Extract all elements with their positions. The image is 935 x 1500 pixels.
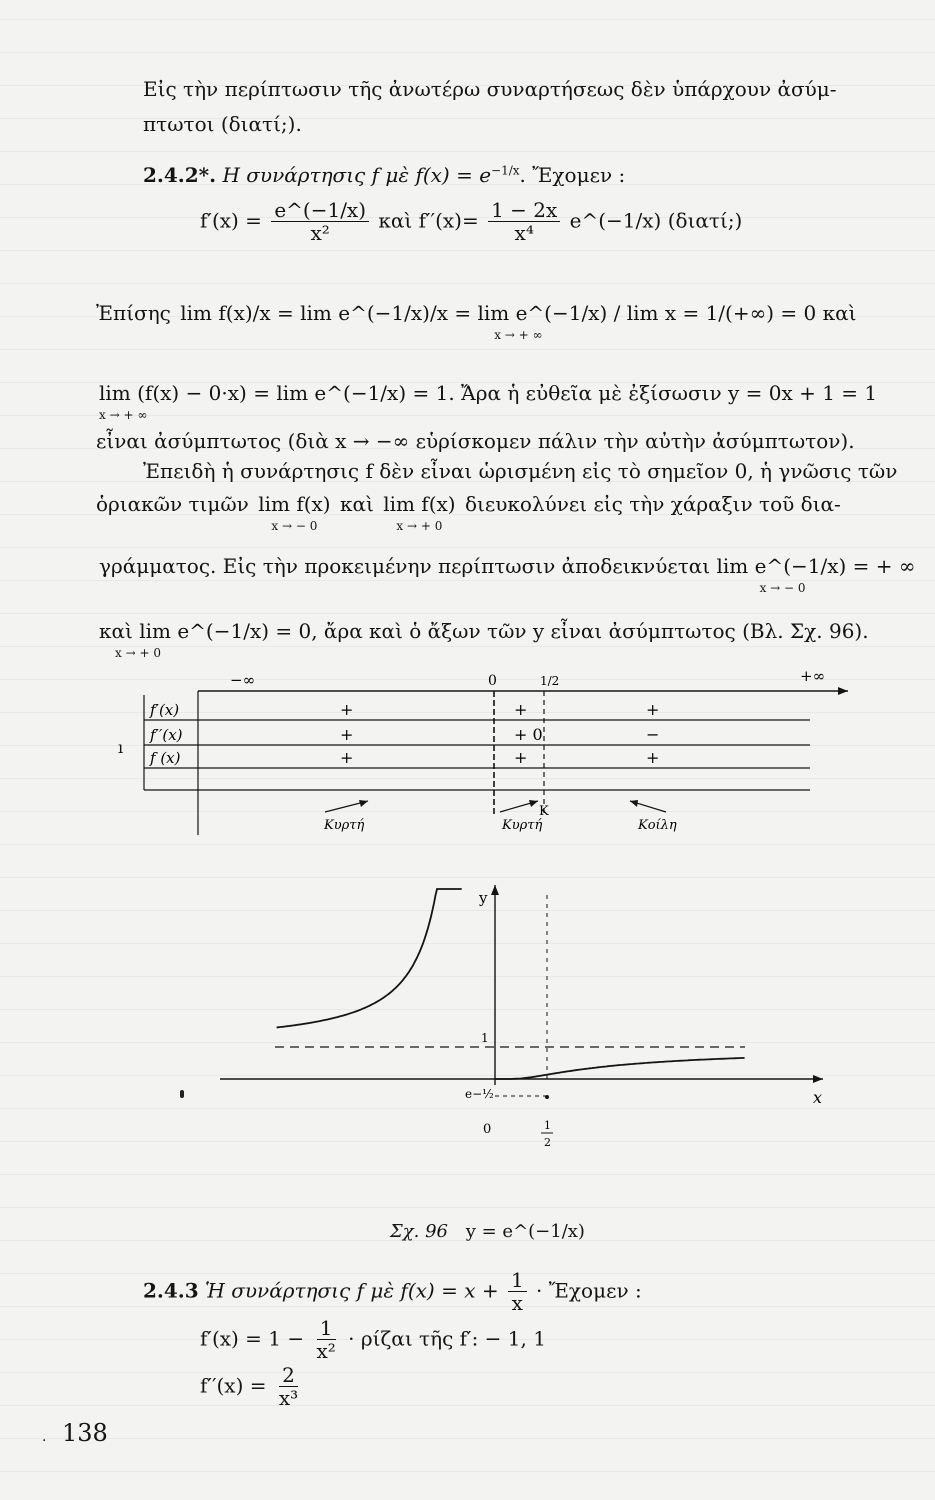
- lim-left-stack: [258, 493, 330, 533]
- function-graph: [215, 885, 835, 1205]
- diati: (διατί;): [667, 208, 743, 233]
- gramm-stack: [99, 555, 916, 595]
- intro-line-2: πτωτοι (διατί;).: [143, 112, 302, 136]
- cell-1-2: −: [646, 725, 660, 744]
- kai: καὶ: [378, 208, 413, 233]
- gramm-expression: γράμματος. Εἰς τὴν προκειμένην περίπτωσιν ἀποδεικνύεται lim e^(−1/x) = + ∞: [99, 554, 916, 578]
- episis-line: [96, 302, 859, 342]
- section-number: 2.4.2*.: [143, 163, 217, 187]
- cell-0-1: +: [514, 700, 528, 719]
- frac-den: x: [511, 1291, 523, 1315]
- grammatos-line: [96, 555, 919, 595]
- header-minus-inf: −∞: [230, 671, 256, 689]
- cell-0-0: +: [340, 700, 354, 719]
- figure-caption: [390, 1222, 585, 1243]
- asymptote-line: εἶναι ἀσύμπτωτος (διὰ x → −∞ εὑρίσκομεν πάλιν τὴν αὐτὴν ἀσύμπτωτον).: [96, 429, 855, 453]
- kai-lim-line: [96, 620, 872, 660]
- episis: Ἐπίσης: [96, 301, 171, 325]
- label-kyrti-1: Κυρτή: [324, 818, 365, 833]
- sec243-fsecond-line: [200, 1365, 304, 1409]
- cell-2-1: +: [514, 748, 528, 767]
- cell-2-0: +: [340, 748, 354, 767]
- fsecond-den: x⁴: [514, 221, 534, 245]
- frac-num: 1: [508, 1270, 527, 1292]
- label-half-num: 1: [544, 1119, 551, 1132]
- sec243-fprime: f′(x) = 1 −: [200, 1326, 305, 1351]
- sign-table: [110, 665, 850, 845]
- fprime-fraction: [271, 200, 369, 244]
- lim2-expression: lim (f(x) − 0·x) = lim e^(−1/x) = 1. Ἄρα ἡ εὐθεῖα μὲ ἐξίσωσιν y = 0x + 1 = 1: [99, 381, 878, 405]
- lim2-subscript: x → + ∞: [99, 408, 148, 422]
- kai-2: καὶ: [339, 492, 374, 516]
- row-label-f: f (x): [150, 749, 181, 767]
- kai-lim-stack: [99, 620, 869, 660]
- lim2-line: [96, 382, 880, 422]
- y-label: y: [479, 889, 488, 907]
- lim-stack: [180, 302, 856, 342]
- label-k: Κ: [539, 804, 549, 819]
- cell-1-1: + 0: [514, 725, 543, 744]
- inflection-point: [545, 1095, 549, 1099]
- section-243-number: 2.4.3: [143, 1278, 199, 1303]
- fsecond-tail: e^(−1/x): [569, 208, 662, 233]
- table-axis-arrow: [838, 687, 848, 695]
- epeidi-line: Ἐπειδὴ ἡ συνάρτησις f δὲν εἶναι ὡρισμένη εἰς τὸ σημεῖον 0, ἡ γνῶσις τῶν: [143, 459, 898, 483]
- lim-right-stack: [383, 493, 455, 533]
- lim-right: lim f(x): [383, 492, 456, 516]
- x-label: x: [813, 1088, 823, 1107]
- section-2-4-2-heading: [143, 164, 625, 187]
- arrow-kyrti-2-head: [529, 800, 538, 807]
- fsecond-lhs: f′′(x)=: [418, 208, 479, 233]
- label-e-half: e−½: [465, 1087, 494, 1101]
- kai-lim-sub: x → + 0: [115, 646, 161, 660]
- gramm-sub: x → − 0: [759, 581, 806, 595]
- label-one: 1: [481, 1031, 489, 1045]
- sec243-rizai: · ρίζαι τῆς f′: − 1, 1: [348, 1326, 546, 1351]
- curve-left-branch: [277, 889, 462, 1028]
- section-243-title: Ἡ συνάρτησις f μὲ f(x) = x +: [205, 1278, 499, 1303]
- section-243-echomen: · Ἔχομεν :: [536, 1278, 642, 1303]
- cell-1-0: +: [340, 725, 354, 744]
- fsecond-num: 1 − 2x: [488, 200, 560, 222]
- section-title: Η συνάρτησις f μὲ f(x) = e: [222, 163, 492, 187]
- intro-line-1: Εἰς τὴν περίπτωσιν τῆς ἀνωτέρω συναρτήσεως δὲν ὑπάρχουν ἀσύμ-: [143, 77, 837, 101]
- sec243-fprime-line: [200, 1318, 546, 1362]
- fprime-lhs: f′(x) =: [200, 208, 262, 233]
- label-half-den: 2: [544, 1136, 551, 1149]
- exponent: −1/x: [491, 163, 520, 178]
- lim2-stack: [99, 382, 877, 422]
- stray-mark-1: ı: [118, 738, 124, 757]
- cell-2-2: +: [646, 748, 660, 767]
- label-origin: 0: [483, 1122, 492, 1137]
- cell-0-2: +: [646, 700, 660, 719]
- x-axis-arrow: [813, 1075, 823, 1083]
- stray-dot: [180, 1090, 184, 1098]
- fsecond-fraction: [488, 200, 560, 244]
- header-half: 1/2: [540, 674, 560, 688]
- oriakon-line: [96, 493, 841, 533]
- y-axis-arrow: [491, 885, 499, 895]
- lim-left-sub: x → − 0: [271, 519, 318, 533]
- page-number: 138: [62, 1419, 108, 1447]
- fprime-den: x²: [310, 221, 330, 245]
- lim-left: lim f(x): [258, 492, 331, 516]
- sec243-fprime-frac: [314, 1318, 339, 1362]
- echomen: . Ἔχομεν :: [519, 163, 626, 187]
- section-2-4-3-heading: [143, 1270, 642, 1314]
- derivatives-line: [200, 200, 742, 244]
- caption-label: Σχ. 96: [390, 1221, 448, 1242]
- curve-right-branch: [495, 1058, 745, 1079]
- lim-expression: lim f(x)/x = lim e^(−1/x)/x = lim e^(−1/x) / lim x = 1/(+∞) = 0 καὶ: [180, 301, 857, 325]
- sec243-fsecond-den: x³: [278, 1386, 299, 1410]
- sec243-fprime-den: x²: [316, 1339, 336, 1363]
- lim-subscript: x → + ∞: [494, 328, 543, 342]
- row-label-fsecond: f′′(x): [150, 726, 183, 744]
- sec243-fprime-num: 1: [317, 1318, 336, 1340]
- header-plus-inf: +∞: [800, 667, 826, 685]
- label-koili: Κοίλη: [638, 818, 677, 833]
- caption-equation: y = e^(−1/x): [465, 1221, 585, 1242]
- fprime-num: e^(−1/x): [271, 200, 369, 222]
- sec243-fsecond: f′′(x) =: [200, 1373, 267, 1398]
- oriakon: ὁριακῶν τιμῶν: [96, 492, 249, 516]
- stray-mark-2: ·: [42, 1433, 47, 1449]
- arrow-kyrti-1-head: [359, 800, 368, 807]
- arrow-koili-head: [630, 800, 638, 807]
- dieuk: διευκολύνει εἰς τὴν χάραξιν τοῦ δια-: [464, 492, 841, 516]
- row-label-fprime: f′(x): [150, 701, 180, 719]
- sec243-fsecond-num: 2: [279, 1365, 298, 1387]
- label-kyrti-2: Κυρτή: [502, 818, 543, 833]
- section-243-frac: [508, 1270, 527, 1314]
- header-zero: 0: [488, 673, 497, 689]
- kai-lim-expression: καὶ lim e^(−1/x) = 0, ἄρα καὶ ὁ ἄξων τῶν y εἶναι ἀσύμπτωτος (Βλ. Σχ. 96).: [99, 619, 869, 643]
- sec243-fsecond-frac: [276, 1365, 301, 1409]
- lim-right-sub: x → + 0: [396, 519, 443, 533]
